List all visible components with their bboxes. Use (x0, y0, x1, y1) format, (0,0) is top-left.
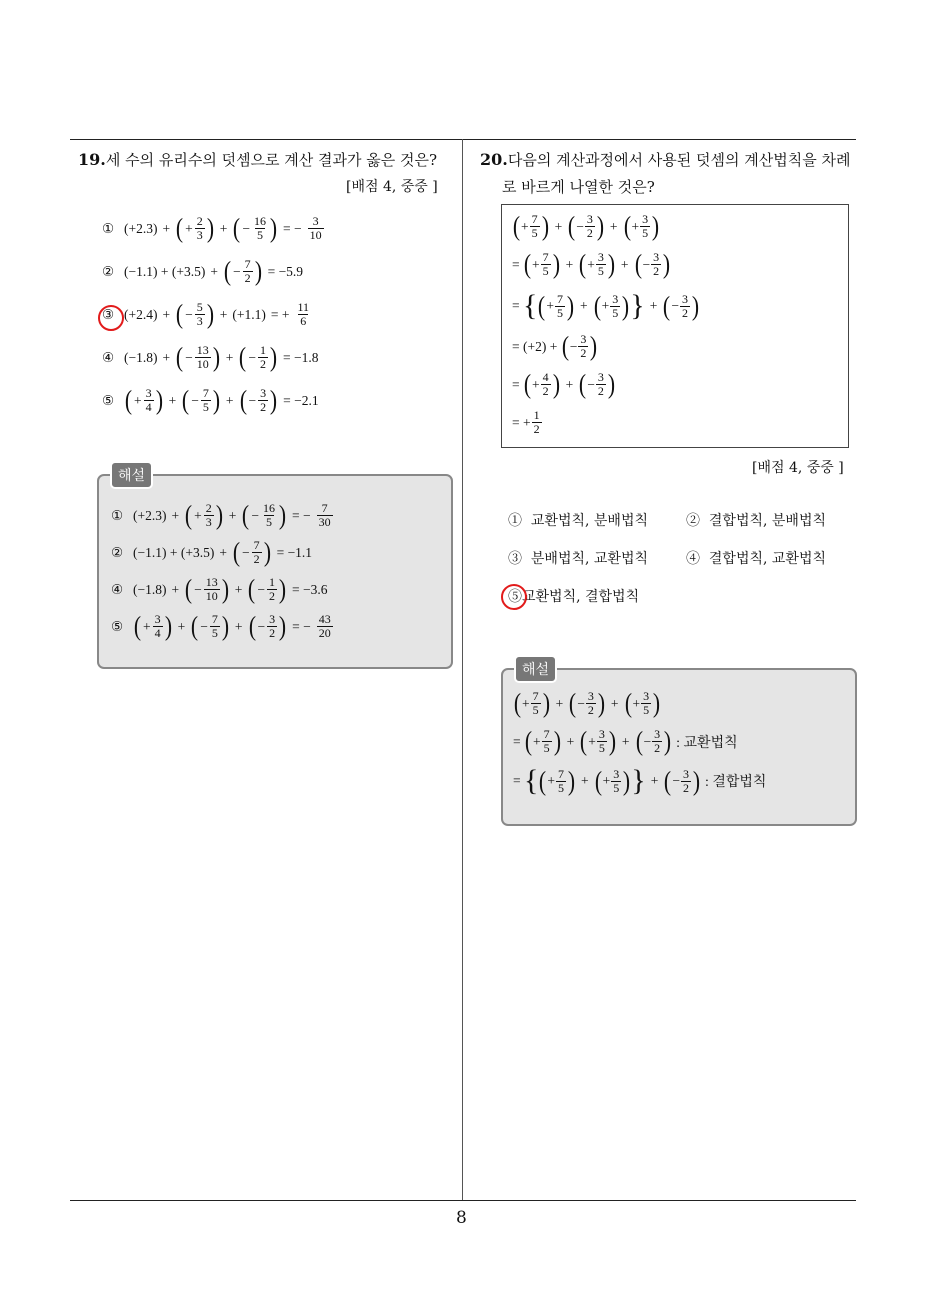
q20-choice-1[interactable]: ① 교환법칙, 분배법칙 (508, 513, 648, 529)
q20-solution-line-1: ( + $\frac{7}{5}$ ) + ( − $\frac{3}{2}$ ) + ( + $\frac{3}{5}$ ) (513, 688, 661, 718)
question-number: 19. (78, 150, 106, 169)
answer-circle-mark (98, 305, 124, 331)
answer-circle-mark (501, 584, 527, 610)
q20-choice-2[interactable]: ② 결합법칙, 분배법칙 (686, 513, 826, 529)
q20-choice-5[interactable]: ⑤교환법칙, 결합법칙 (508, 589, 640, 605)
box-line-2: = ( + $\frac{7}{5}$ ) + ( + $\frac{3}{5}$ ) + ( − $\frac{3}{2}$ ) (512, 249, 671, 279)
q19-solution-tag: 해설 (110, 461, 153, 489)
q20-choice-4[interactable]: ④ 결합법칙, 교환법칙 (686, 551, 826, 567)
q20-choice-3[interactable]: ③ 분배법칙, 교환법칙 (508, 551, 648, 567)
q19-options (102, 215, 462, 425)
q19-solution-line-2: ② (−1.1) + (+3.5) + ( − $\frac{7}{2}$ ) = −1.1 (111, 537, 313, 567)
q19-solution-line-1: ① (+2.3) + ( + $\frac{2}{3}$ ) + ( − $\frac{16}{5}$ ) = − $\frac{7}{30}$ (111, 500, 331, 530)
question-19-stem (78, 146, 458, 174)
page-number: 8 (456, 1208, 467, 1228)
q19-option-1[interactable]: ① (+2.3) + ( + $\frac{2}{3}$ ) + ( − $\frac{16}{5}$ ) = − $\frac{3}{10}$ (102, 213, 322, 243)
fraction: $\frac{2}{3}$ (196, 214, 203, 242)
q20-computation-box (501, 204, 849, 448)
q19-option-5[interactable]: ⑤ ( + $\frac{3}{4}$ ) + ( − $\frac{7}{5}$ ) + ( − $\frac{3}{2}$ ) = −2.1 (102, 385, 319, 415)
question-number: 20. (480, 150, 508, 169)
q20-solution-line-2: = ( + $\frac{7}{5}$ ) + ( + $\frac{3}{5}$ ) + ( − $\frac{3}{2}$ ) : 교환법칙 (513, 726, 738, 756)
q20-score: [배점 4, 중중 ] (752, 460, 844, 476)
q20-solution-tag: 해설 (514, 655, 557, 683)
top-rule (70, 139, 856, 140)
q19-solution-box (97, 474, 453, 669)
bottom-rule (70, 1200, 856, 1201)
box-line-3: = { ( + $\frac{7}{5}$ ) + ( + $\frac{3}{5}$ ) } + ( − $\frac{3}{2}$ ) (512, 289, 700, 322)
question-text: 세 수의 유리수의 덧셈으로 계산 결과가 옳은 것은? (105, 151, 438, 169)
question-19 (78, 146, 458, 174)
q20-solution-line-3: = { ( + $\frac{7}{5}$ ) + ( + $\frac{3}{5}$ ) } + ( − $\frac{3}{2}$ ) : 결합법칙 (513, 764, 767, 797)
q19-option-2[interactable]: ② (−1.1) + (+3.5) + ( − $\frac{7}{2}$ ) = −5.9 (102, 256, 304, 286)
box-line-4: = (+2) + ( − $\frac{3}{2}$ ) (512, 331, 598, 361)
box-line-5: = ( + $\frac{4}{2}$ ) + ( − $\frac{3}{2}$ ) (512, 369, 615, 399)
box-line-6: = + $\frac{1}{2}$ (512, 408, 540, 436)
q19-option-4[interactable]: ④ (−1.8) + ( − $\frac{13}{10}$ ) + ( − $\frac{1}{2}$ ) = −1.8 (102, 342, 319, 372)
column-divider (462, 139, 463, 1201)
question-20-stem (480, 146, 860, 174)
q19-score: [배점 4, 중중 ] (346, 179, 438, 195)
question-text-line-2: 로 바르게 나열한 것은? (502, 178, 655, 196)
q19-solution-line-3: ④ (−1.8) + ( − $\frac{13}{10}$ ) + ( − $\frac{1}{2}$ ) = −3.6 (111, 574, 328, 604)
q19-solution-line-4: ⑤ ( + $\frac{3}{4}$ ) + ( − $\frac{7}{5}$ ) + ( − $\frac{3}{2}$ ) = − $\frac{43}{20}$ (111, 611, 331, 641)
q19-option-3[interactable]: ③ (+2.4) + ( − $\frac{5}{3}$ ) + (+1.1) = + $\frac{11}{6}$ (102, 299, 310, 329)
box-line-1: ( + $\frac{7}{5}$ ) + ( − $\frac{3}{2}$ ) + ( + $\frac{3}{5}$ ) (512, 211, 660, 241)
question-text: 다음의 계산과정에서 사용된 덧셈의 계산법칙을 차례 (507, 151, 851, 169)
question-20 (480, 146, 860, 201)
q20-solution-box (501, 668, 857, 826)
